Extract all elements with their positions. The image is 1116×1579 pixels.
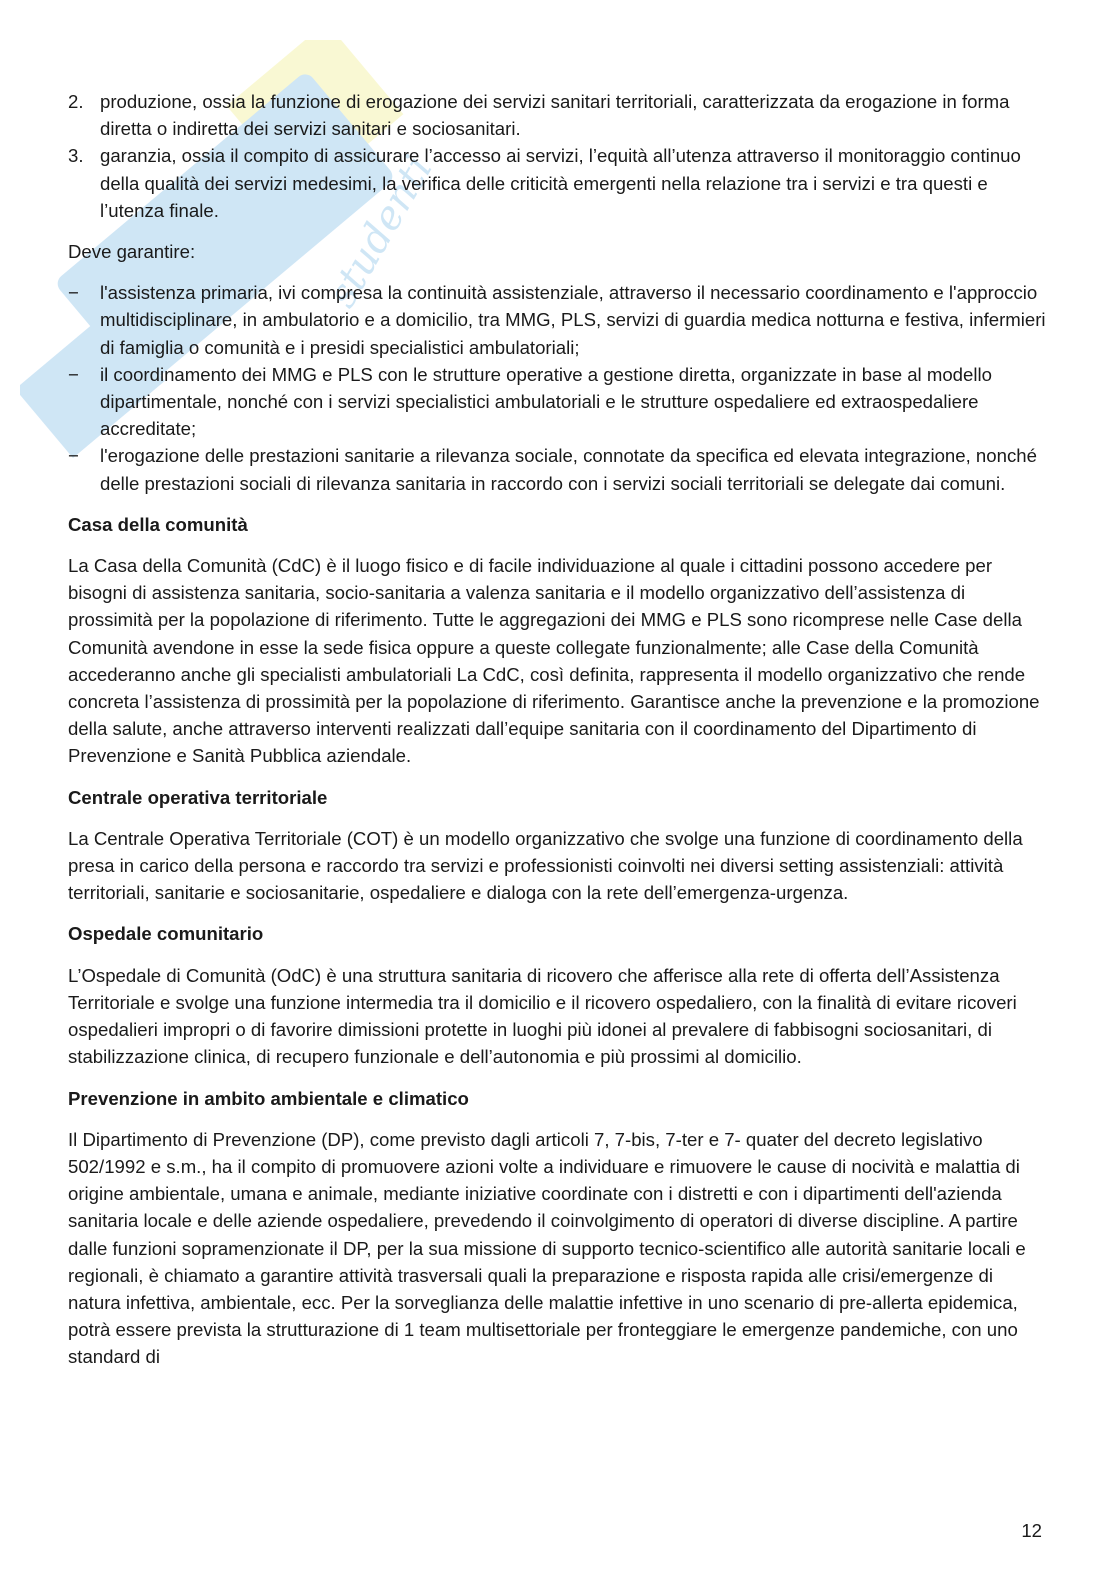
section-body: La Centrale Operativa Territoriale (COT) è un modello organizzativo che svolge una funzione di coordinamento della presa in carico della persona e raccordo tra servizi e professionisti coinvolti nei diversi setting assistenziali: attività territoriali, sanitarie e sociosanitarie, ospedaliere e dialoga con la rete dell’emergenza-urgenza. bbox=[68, 827, 1023, 904]
numbered-item bbox=[68, 142, 1048, 224]
section-heading: Centrale operativa territoriale bbox=[68, 786, 328, 808]
section-heading: Casa della comunità bbox=[68, 513, 248, 535]
bullet-item bbox=[68, 279, 1048, 361]
page-number: 12 bbox=[1021, 1520, 1042, 1541]
item-text: produzione, ossia la funzione di erogazione dei servizi sanitari territoriali, caratterizzata da erogazione in forma diretta o indiretta dei servizi sanitari e sociosanitari. bbox=[100, 91, 1010, 140]
bullet-item bbox=[68, 361, 1048, 443]
bullet-text: il coordinamento dei MMG e PLS con le strutture operative a gestione diretta, organizzate in base al modello dipartimentale, nonché con i servizi specialistici ambulatoriali e le strutture ospedaliere ed extraospedaliere accreditate; bbox=[100, 363, 992, 440]
dash-icon: − bbox=[68, 282, 79, 304]
numbered-list bbox=[68, 88, 1048, 224]
bullet-list bbox=[68, 279, 1048, 497]
bullet-item bbox=[68, 442, 1048, 496]
item-text: garanzia, ossia il compito di assicurare l’accesso ai servizi, l’equità all’utenza attraverso il monitoraggio continuo della qualità dei servizi medesimi, la verifica delle criticità emergenti nella relazione tra i servizi e tra questi e l’utenza finale. bbox=[100, 145, 1021, 221]
intro-paragraph: Deve garantire: bbox=[68, 241, 196, 263]
item-number: 3. bbox=[68, 145, 84, 167]
section-heading: Prevenzione in ambito ambientale e climatico bbox=[68, 1087, 469, 1109]
document-page bbox=[68, 88, 1048, 1371]
section-heading: Ospedale comunitario bbox=[68, 923, 264, 945]
watermark-text: studenti bbox=[318, 147, 442, 315]
dash-icon: − bbox=[68, 363, 79, 385]
item-number: 2. bbox=[68, 91, 84, 112]
dash-icon: − bbox=[68, 445, 79, 467]
bullet-text: l'assistenza primaria, ivi compresa la continuità assistenziale, attraverso il necessario coordinamento e l'approccio multidisciplinare, in ambulatorio e a domicilio, tra MMG, PLS, servizi di guardia medica notturna e festiva, infermieri di famiglia o comunità e i presidi specialistici ambulatoriali; bbox=[100, 282, 1046, 358]
section-body: Il Dipartimento di Prevenzione (DP), come previsto dagli articoli 7, 7-bis, 7-ter e 7- quater del decreto legislativo 502/1992 e s.m., ha il compito di promuovere azioni volte a individuare e rimuovere le cause di nocività e malattia di origine ambientale, umana e animale, mediante iniziative coordinate con i distretti e con i dipartimenti dell'azienda sanitaria locale e delle aziende ospedaliere, prevedendo il coinvolgimento di operatori di diverse discipline. A partire dalle funzioni sopramenzionate il DP, per la sua missione di supporto tecnico-scientifico alle autorità sanitarie locali e regionali, è chiamato a garantire attività trasversali quali la preparazione e risposta rapida alle crisi/emergenze di natura infettiva, ambientale, ecc. Per la sorveglianza delle malattie infettive in uno scenario di pre-allerta epidemica, potrà essere prevista la strutturazione di 1 team multisettoriale per fronteggiare le emergenze pandemiche, con uno standard di bbox=[68, 1128, 1026, 1368]
bullet-text: l'erogazione delle prestazioni sanitarie a rilevanza sociale, connotate da specifica ed elevata integrazione, nonché delle prestazioni sociali di rilevanza sanitaria in raccordo con i servizi sociali territoriali se delegate dai comuni. bbox=[100, 445, 1037, 494]
section-body: La Casa della Comunità (CdC) è il luogo fisico e di facile individuazione al quale i cittadini possono accedere per bisogni di assistenza sanitaria, socio-sanitaria a valenza sanitaria e il modello organizzativo dell’assistenza di prossimità per la popolazione di riferimento. Tutte le aggregazioni dei MMG e PLS sono ricomprese nelle Case della Comunità avendone in esse la sede fisica oppure a queste collegate funzionalmente; alle Case della Comunità accederanno anche gli specialisti ambulatoriali La CdC, così definita, rappresenta il modello organizzativo che rende concreta l’assistenza di prossimità per la popolazione di riferimento. Garantisce anche la prevenzione e la promozione della salute, anche attraverso interventi realizzati dall’equipe sanitaria con il coordinamento del Dipartimento di Prevenzione e Sanità Pubblica aziendale. bbox=[68, 555, 1040, 767]
section-body: L’Ospedale di Comunità (OdC) è una struttura sanitaria di ricovero che afferisce alla rete di offerta dell’Assistenza Territoriale e svolge una funzione intermedia tra il domicilio e il ricovero ospedaliero, con la finalità di evitare ricoveri ospedalieri impropri o di favorire dimissioni protette in luoghi più idonei al prevalere di fabbisogni sociosanitari, di stabilizzazione clinica, di recupero funzionale e dell’autonomia e più prossimi al domicilio. bbox=[68, 964, 1017, 1068]
numbered-item bbox=[68, 88, 1048, 142]
